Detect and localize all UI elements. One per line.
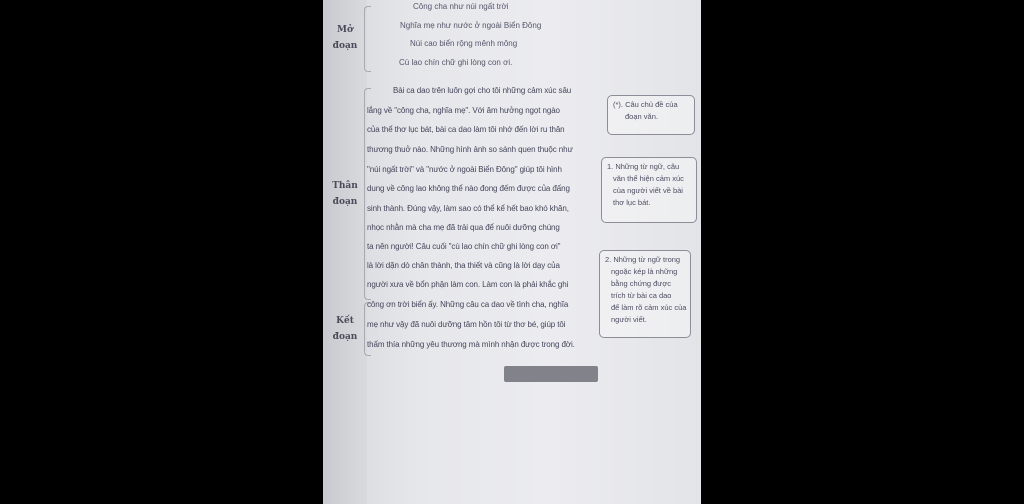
page-margin: [323, 0, 367, 504]
note-line: 1. Những từ ngữ, câu: [607, 162, 680, 171]
section-label-opening: Mở đoạn: [332, 25, 358, 51]
note-line: để làm rõ cảm xúc của: [611, 303, 687, 312]
body-text-line: thương thuở nào. Những hình ảnh so sánh quen thuộc như: [367, 145, 573, 154]
note-box-emotion-words: [601, 157, 697, 223]
poem-line: Cù lao chín chữ ghi lòng con ơi.: [399, 58, 513, 67]
body-text-line: thấm thía những yêu thương mà mình nhận được trong đời.: [367, 340, 575, 349]
document-page: [323, 0, 701, 504]
poem-line: Nghĩa mẹ như nước ở ngoài Biển Đông: [400, 21, 542, 30]
body-text-line: mẹ như vậy đã nuôi dưỡng tâm hồn tôi từ thơ bé, giúp tôi: [367, 320, 566, 329]
body-text-line: nhọc nhằn mà cha mẹ đã trải qua để nuôi dưỡng chúng: [367, 223, 560, 232]
note-line: thơ lục bát.: [613, 198, 651, 207]
body-text-line: người xưa về bổn phận làm con. Làm con là phải khắc ghi: [367, 280, 569, 289]
section-label-ending: Kết đoạn: [332, 316, 358, 342]
note-line: bằng chứng được: [611, 279, 671, 288]
body-text-line: sinh thành. Đúng vậy, làm sao có thể kể hết bao khó khăn,: [367, 204, 569, 213]
note-box-topic-sentence: [607, 95, 695, 135]
redacted-bar: [504, 366, 598, 382]
body-text-line: dung về công lao không thể nào đong đếm được của đấng: [367, 184, 570, 193]
body-text-line: Bài ca dao trên luôn gợi cho tôi những cảm xúc sâu: [393, 86, 572, 95]
note-box-evidence: [599, 250, 691, 338]
body-text-line: lắng về "công cha, nghĩa mẹ". Với âm hưởng ngọt ngào: [367, 106, 560, 115]
note-line: (*). Câu chủ đề của: [613, 100, 678, 109]
body-text-line: công ơn trời biển ấy. Những câu ca dao về tình cha, nghĩa: [367, 300, 569, 309]
body-text-line: "núi ngất trời" và "nước ở ngoài Biển Đông" giúp tôi hình: [367, 165, 562, 174]
note-line: ngoặc kép là những: [611, 267, 678, 276]
note-line: văn thể hiện cảm xúc: [613, 174, 684, 183]
section-label-body: Thân đoạn: [332, 181, 358, 207]
body-text-line: của thể thơ lục bát, bài ca dao làm tôi nhớ đến lời ru thân: [367, 125, 565, 134]
note-line: người viết.: [611, 315, 647, 324]
poem-line: Công cha như núi ngất trời: [413, 2, 509, 11]
body-text-line: ta nên người! Câu cuối "cù lao chín chữ ghi lòng con ơi": [367, 242, 561, 251]
note-line: đoạn văn.: [625, 112, 658, 121]
brace-opening: [364, 6, 371, 72]
note-line: trích từ bài ca dao: [611, 291, 672, 300]
poem-line: Núi cao biển rộng mênh mông: [410, 39, 518, 48]
note-line: của người viết về bài: [613, 186, 683, 195]
note-line: 2. Những từ ngữ trong: [605, 255, 681, 264]
body-text-line: là lời dặn dò chân thành, tha thiết và cũng là lời dạy của: [367, 261, 560, 270]
